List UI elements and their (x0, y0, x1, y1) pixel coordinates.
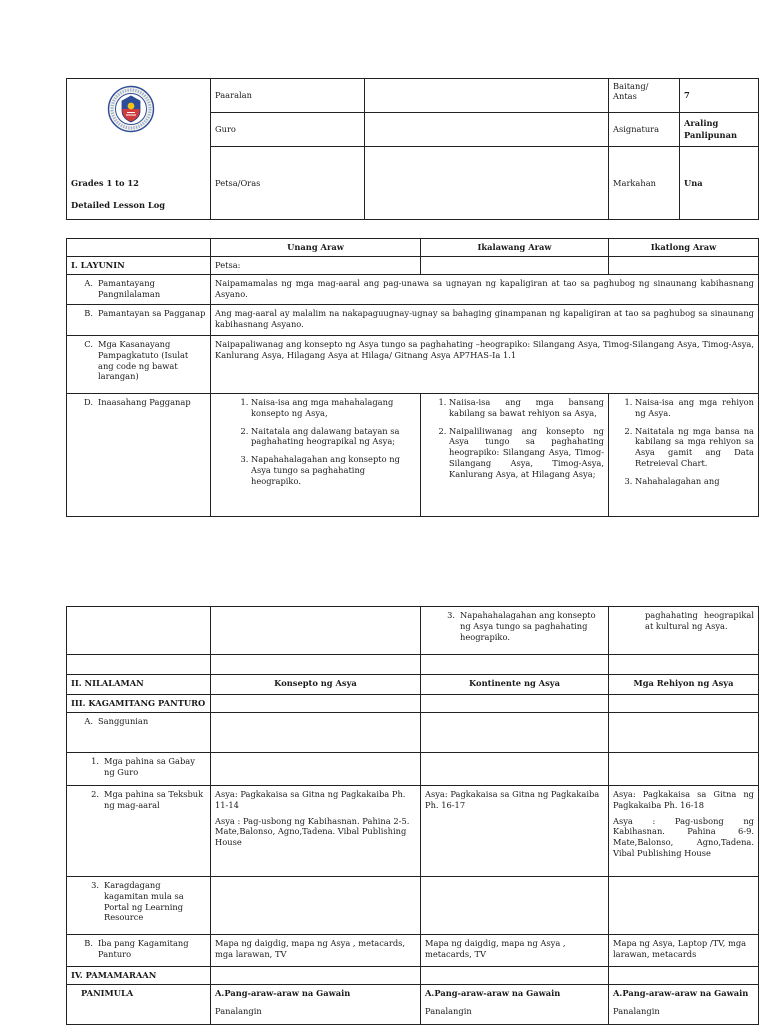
school-label: Paaralan (211, 79, 365, 113)
grades-title: Grades 1 to 12 (71, 178, 139, 189)
list-item: 1. Naiisa-isa ang mga bansang kabilang sa bawat rehiyon sa Asya, (449, 397, 604, 419)
panimula-day2: A.Pang-araw-araw na Gawain Panalangin (421, 985, 609, 1025)
list-item: 2. Naitatala ang dalawang batayan sa paghahating heograpikal ng Asya; (251, 426, 410, 448)
quarter-label: Markahan (609, 147, 680, 220)
row-c-text: Naipapaliwanag ang konsepto ng Asya tungo sa paghahating –heograpiko: Silangang Asya, Timog-Silangang Asya, Timog-Asya, Kanlurang Asya, Hilagang Asya at Hilaga/ Gitnang Asya AP7HAS-Ia 1.1 (211, 336, 759, 394)
gabay-label: 1. Mga pahina sa Gabay ng Guro (67, 753, 211, 786)
day2-header: Ikalawang Araw (421, 239, 609, 257)
row-a-text: Naipamamalas ng mga mag-aaral ang pag-unawa sa ugnayan ng kapaligiran at tao sa paghubog ng sinaunang kabihasnang Asyano. (211, 275, 759, 305)
nilalaman-day2: Kontinente ng Asya (421, 675, 609, 695)
day3-header: Ikatlong Araw (609, 239, 759, 257)
list-item: 3. Nahahalagahan ang (635, 476, 754, 487)
day1-header: Unang Araw (211, 239, 421, 257)
petsa-field-day2[interactable] (421, 257, 609, 275)
list-item: 3. Napahahalagahan ang konsepto ng Asya tungo sa paghahating heograpiko. (251, 454, 410, 486)
sanggunian-label: A. Sanggunian (67, 713, 211, 753)
row-a-label: A. Pamantayang Pangnilalaman (67, 275, 211, 305)
row-d-day2 (421, 394, 609, 517)
date-label: Petsa/Oras (211, 147, 365, 220)
row-d-day1 (211, 394, 421, 517)
date-field[interactable] (365, 147, 609, 220)
iba-day2: Mapa ng daigdig, mapa ng Asya , metacards, TV (421, 935, 609, 967)
pamamaraan-title: IV. PAMAMARAAN (67, 967, 211, 985)
kagamitan-title: III. KAGAMITANG PANTURO (67, 695, 211, 713)
teksbuk-day1: Asya: Pagkakaisa sa Gitna ng Pagkakaiba Ph. 11-14 Asya : Pag-usbong ng Kabihasnan. Pahina 2-5. Mate,Balonso, Agno,Tadena. Vibal Publishing House (211, 786, 421, 877)
iba-day3: Mapa ng Asya, Laptop /TV, mga larawan, metacards (609, 935, 759, 967)
panimula-label: PANIMULA (67, 985, 211, 1025)
row-d-label: D. Inaasahang Pagganap (67, 394, 211, 517)
teacher-label: Guro (211, 113, 365, 147)
row-c-label: C. Mga Kasanayang Pampagkatuto (Isulat ang code ng bawat larangan) (67, 336, 211, 394)
content-table (66, 606, 759, 1025)
grade-value: 7 (680, 79, 759, 113)
iba-day1: Mapa ng daigdig, mapa ng Asya , metacards, mga larawan, TV (211, 935, 421, 967)
teksbuk-day3: Asya: Pagkakaisa sa Gitna ng Pagkakaiba Ph. 16-18 Asya : Pag-usbong ng Kabihasnan. Pahina 6-9. Mate,Balonso, Agno,Tadena. Vibal Publishing House (609, 786, 759, 877)
teksbuk-day2: Asya: Pagkakaisa sa Gitna ng Pagkakaiba Ph. 16-17 (421, 786, 609, 877)
panimula-day1: A.Pang-araw-araw na Gawain Panalangin (211, 985, 421, 1025)
row-d-day3 (609, 394, 759, 517)
cont-blank-label (67, 607, 211, 655)
deped-seal-icon (107, 85, 155, 133)
row-b-label: B. Pamantayan sa Pagganap (67, 305, 211, 336)
cont-blank-day1 (211, 607, 421, 655)
subject-label: Asignatura (609, 113, 680, 147)
teacher-field[interactable] (365, 113, 609, 147)
subject-value: Araling Panlipunan (680, 113, 759, 147)
objectives-table (66, 238, 759, 517)
list-item: 2. Naipaliliwanag ang konsepto ng Asya tungo sa paghahating heograpiko: Silangang Asya, Timog-Silangang Asya, Timog-Asya, Kanlurang Asya, at Hilagang Asya; (449, 426, 604, 480)
nilalaman-day3: Mga Rehiyon ng Asya (609, 675, 759, 695)
nilalaman-day1: Konsepto ng Asya (211, 675, 421, 695)
spacer-cell (67, 655, 211, 675)
list-item: 1. Naisa-isa ang mga mahahalagang konsepto ng Asya, (251, 397, 410, 419)
grade-label: Baitang/ Antas (609, 79, 680, 113)
panimula-day3: A.Pang-araw-araw na Gawain Panalangin (609, 985, 759, 1025)
blank-header-cell (67, 239, 211, 257)
cont-day2: 3. Napahahalagahan ang konsepto ng Asya tungo sa paghahating heograpiko. (421, 607, 609, 655)
row-b-text: Ang mag-aaral ay malalim na nakapaguugnay-ugnay sa bahaging ginampanan ng kapaligiran at tao sa paghubog sa sinaunang kabihasnang Asyano. (211, 305, 759, 336)
petsa-label: Petsa: (211, 257, 421, 275)
list-item: 1. Naisa-isa ang mga rehiyon ng Asya. (635, 397, 754, 419)
layunin-title: I. LAYUNIN (67, 257, 211, 275)
cont-day3: paghahating heograpikal at kultural ng Asya. (609, 607, 759, 655)
nilalaman-title: II. NILALAMAN (67, 675, 211, 695)
teksbuk-label: 2. Mga pahina sa Teksbuk ng mag-aaral (67, 786, 211, 877)
header-table (66, 78, 759, 220)
quarter-value: Una (680, 147, 759, 220)
dll-title: Detailed Lesson Log (71, 200, 166, 211)
list-item: 2. Naitatala ng mga bansa na kabilang sa mga rehiyon sa Asya gamit ang Data Retreieval Chart. (635, 426, 754, 469)
petsa-field-day3[interactable] (609, 257, 759, 275)
logo-cell (67, 79, 211, 220)
school-field[interactable] (365, 79, 609, 113)
portal-label: 3. Karagdagang kagamitan mula sa Portal ng Learning Resource (67, 877, 211, 935)
iba-label: B. Iba pang Kagamitang Panturo (67, 935, 211, 967)
